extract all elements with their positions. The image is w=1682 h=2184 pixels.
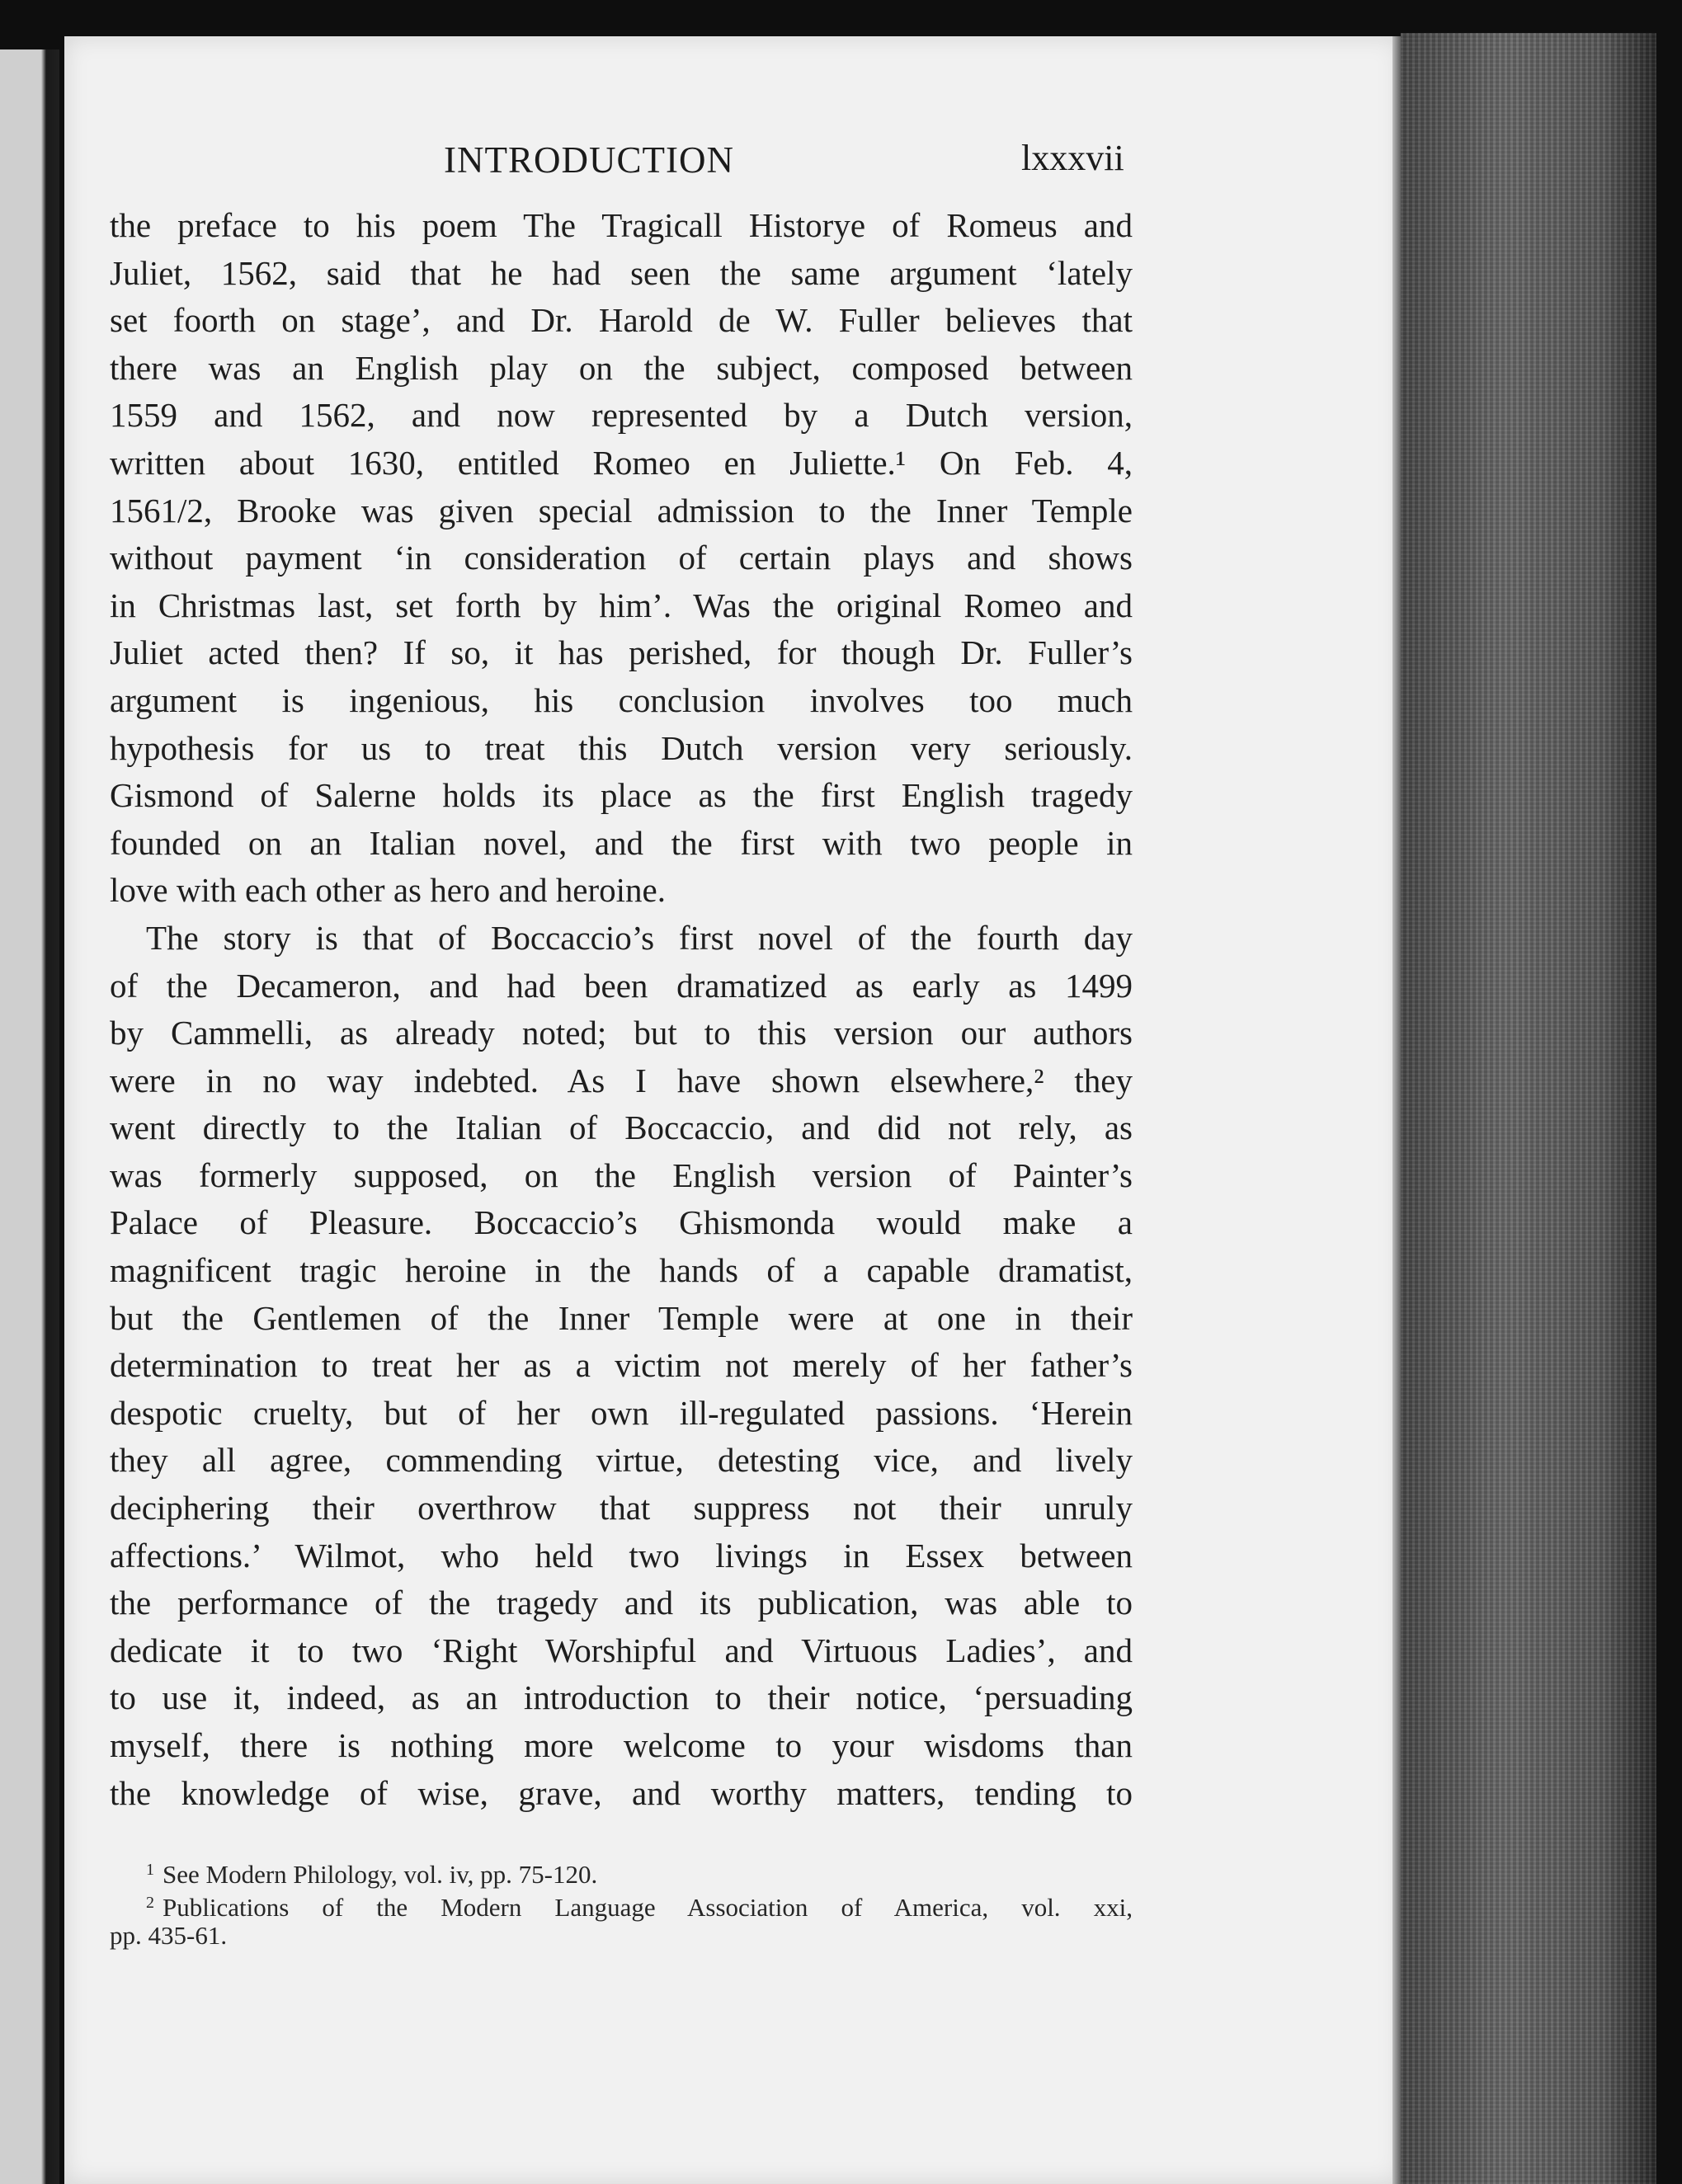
- footnote-text: See Modern Philology, vol. iv, pp. 75-120.: [163, 1860, 598, 1889]
- text-line: to use it, indeed, as an introduction to their notice, ‘persuading: [110, 1678, 1133, 1717]
- text-line: the preface to his poem The Tragicall Historye of Romeus and: [110, 206, 1133, 244]
- text-line: but the Gentlemen of the Inner Temple were at one in their: [110, 1298, 1133, 1337]
- text-line: written about 1630, entitled Romeo en Juliette.¹ On Feb. 4,: [110, 443, 1133, 482]
- text-line: hypothesis for us to treat this Dutch version very seriously.: [110, 728, 1133, 767]
- text-line: dedicate it to two ‘Right Worshipful and Virtuous Ladies’, and: [110, 1631, 1133, 1669]
- facing-page-edge: [0, 49, 59, 2184]
- footnote-text: pp. 435-61.: [110, 1921, 228, 1950]
- text-line: were in no way indebted. As I have shown elsewhere,² they: [110, 1061, 1133, 1099]
- running-head: INTRODUCTION: [444, 139, 734, 181]
- text-line: the knowledge of wise, grave, and worthy matters, tending to: [110, 1773, 1133, 1812]
- text-line: was formerly supposed, on the English version of Painter’s: [110, 1156, 1133, 1194]
- text-line: there was an English play on the subject, composed between: [110, 348, 1133, 387]
- text-line: deciphering their overthrow that suppress not their unruly: [110, 1489, 1133, 1527]
- footnote-text: Publications of the Modern Language Association of America, vol. xxi,: [163, 1893, 1133, 1922]
- text-line: 1559 and 1562, and now represented by a Dutch version,: [110, 396, 1133, 435]
- footnote: [110, 1856, 1133, 1889]
- text-line: argument is ingenious, his conclusion involves too much: [110, 680, 1133, 719]
- text-line: affections.’ Wilmot, who held two livings in Essex between: [110, 1536, 1133, 1574]
- text-line: Palace of Pleasure. Boccaccio’s Ghismonda would make a: [110, 1203, 1133, 1242]
- footnote-continuation: [110, 1922, 1133, 1950]
- text-line: founded on an Italian novel, and the first with two people in: [110, 823, 1133, 862]
- footnotes: [110, 1856, 1133, 1950]
- text-line: Juliet, 1562, said that he had seen the same argument ‘lately: [110, 253, 1133, 292]
- book-spine: [1401, 33, 1656, 2184]
- text-line: The story is that of Boccaccio’s first novel of the fourth day: [146, 918, 1133, 957]
- text-line: without payment ‘in consideration of certain plays and shows: [110, 539, 1133, 577]
- text-line: despotic cruelty, but of her own ill-regulated passions. ‘Herein: [110, 1393, 1133, 1432]
- footnote-marker: 1: [146, 1861, 154, 1879]
- text-line: 1561/2, Brooke was given special admission to the Inner Temple: [110, 491, 1133, 530]
- text-line: went directly to the Italian of Boccaccio, and did not rely, as: [110, 1108, 1133, 1147]
- text-line: determination to treat her as a victim not merely of her father’s: [110, 1346, 1133, 1385]
- text-line: love with each other as hero and heroine.: [110, 871, 666, 910]
- text-line: of the Decameron, and had been dramatized as early as 1499: [110, 966, 1133, 1005]
- footnote: [110, 1889, 1133, 1922]
- footnote-marker: 2: [146, 1894, 154, 1912]
- text-line: Juliet acted then? If so, it has perished, for though Dr. Fuller’s: [110, 633, 1133, 672]
- text-line: by Cammelli, as already noted; but to this version our authors: [110, 1014, 1133, 1052]
- text-line: the performance of the tragedy and its publication, was able to: [110, 1584, 1133, 1622]
- text-line: set foorth on stage’, and Dr. Harold de W. Fuller believes that: [110, 301, 1133, 340]
- text-line: magnificent tragic heroine in the hands of a capable dramatist,: [110, 1251, 1133, 1290]
- text-line: they all agree, commending virtue, detesting vice, and lively: [110, 1441, 1133, 1480]
- page-number: lxxxvii: [1021, 138, 1124, 178]
- text-line: Gismond of Salerne holds its place as the first English tragedy: [110, 776, 1133, 815]
- text-line: in Christmas last, set forth by him’. Was the original Romeo and: [110, 586, 1133, 624]
- text-line: myself, there is nothing more welcome to your wisdoms than: [110, 1726, 1133, 1764]
- body-text: [110, 202, 1133, 1817]
